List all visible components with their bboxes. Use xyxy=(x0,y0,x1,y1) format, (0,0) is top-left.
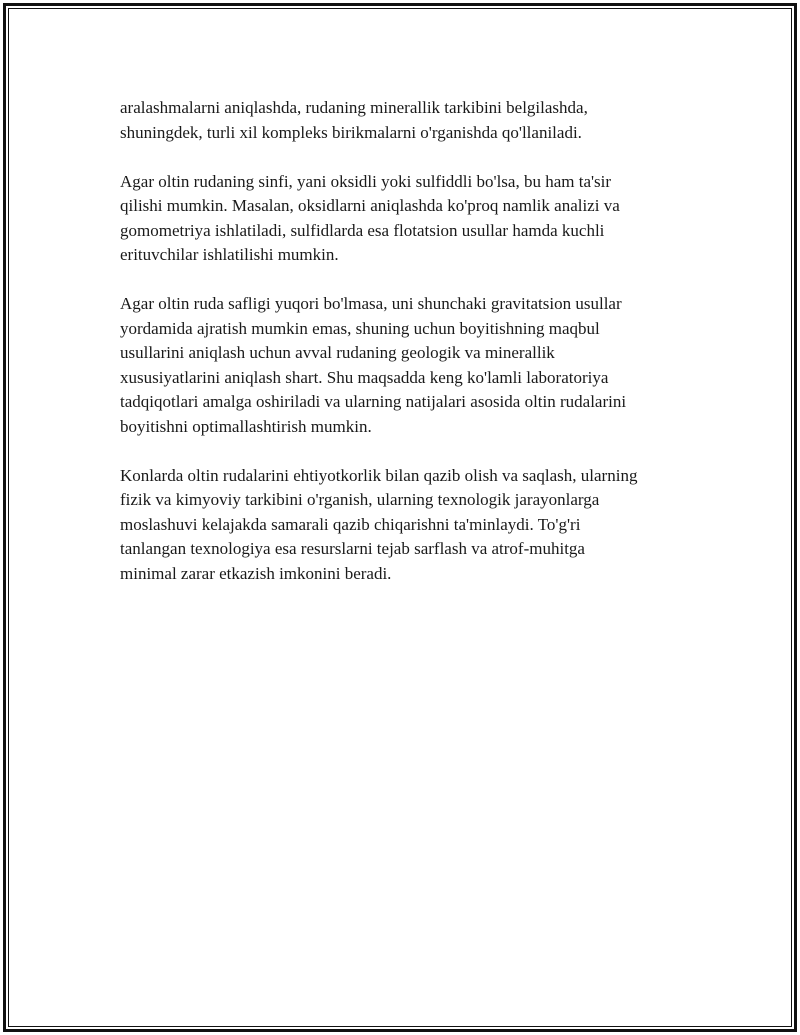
text-line: minimal zarar etkazish imkonini beradi. xyxy=(120,563,392,583)
text-line: Agar oltin ruda safligi yuqori bo'lmasa, uni shunchaki gravitatsion usullar xyxy=(120,294,622,313)
document-body xyxy=(120,96,710,611)
text-line: yordamida ajratish mumkin emas, shuning uchun boyitishning maqbul xyxy=(120,318,600,338)
text-line: tanlangan texnologiya esa resurslarni tejab sarflash va atrof-muhitga xyxy=(120,539,585,558)
text-line: erituvchilar ishlatilishi mumkin. xyxy=(120,245,339,264)
page-border xyxy=(3,3,797,1032)
text-line: gomometriya ishlatiladi, sulfidlarda esa flotatsion usullar hamda kuchli xyxy=(120,220,605,240)
text-line: qilishi mumkin. Masalan, oksidlarni aniqlashda ko'proq namlik analizi va xyxy=(120,196,620,215)
text-line: moslashuvi kelajakda samarali qazib chiqarishni ta'minlaydi. To'g'ri xyxy=(120,514,581,534)
text-line: shuningdek, turli xil kompleks birikmalarni o'rganishda qo'llaniladi. xyxy=(120,122,582,142)
text-line: boyitishni optimallashtirish mumkin. xyxy=(120,416,372,436)
text-line: xususiyatlarini aniqlash shart. Shu maqsadda keng ko'lamli laboratoriya xyxy=(120,367,609,387)
paragraph-2 xyxy=(120,170,710,268)
text-line: aralashmalarni aniqlashda, rudaning minerallik tarkibini belgilashda, xyxy=(120,98,588,117)
text-line: Konlarda oltin rudalarini ehtiyotkorlik bilan qazib olish va saqlash, ularning xyxy=(120,465,638,485)
text-line: usullarini aniqlash uchun avval rudaning geologik va minerallik xyxy=(120,343,555,362)
text-line: fizik va kimyoviy tarkibini o'rganish, ularning texnologik jarayonlarga xyxy=(120,490,600,509)
paragraph-1 xyxy=(120,96,710,145)
text-line: tadqiqotlari amalga oshiriladi va ularning natijalari asosida oltin rudalarini xyxy=(120,392,627,411)
paragraph-3 xyxy=(120,292,710,439)
paragraph-4 xyxy=(120,464,710,587)
text-line: Agar oltin rudaning sinfi, yani oksidli yoki sulfiddli bo'lsa, bu ham ta'sir xyxy=(120,171,612,191)
